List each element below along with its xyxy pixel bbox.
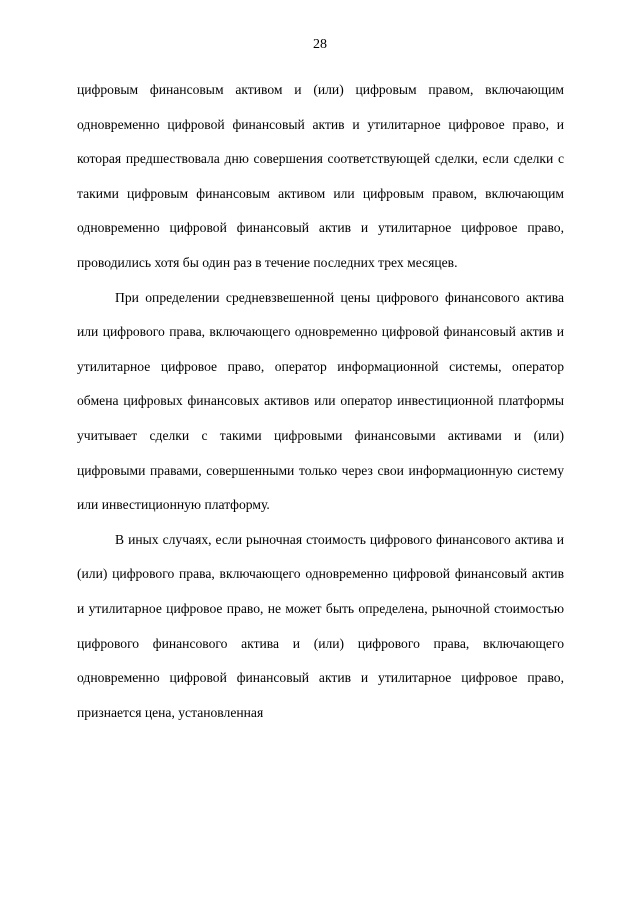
paragraph-weighted-average-price: При определении средневзвешенной цены цифрового финансового актива или цифрового права, включающего одновременно цифровой финансовый актив и утилитарное цифровое право, оператор информационной системы, оператор обмена цифровых финансовых активов или оператор инвестиционной платформы учитывает сделки с такими цифровыми финансовыми активами и (или) цифровыми правами, совершенными только через свои информационную систему или инвестиционную платформу. [77,289,564,513]
document-body [77,73,564,730]
page-number: 28 [313,37,327,52]
paragraph-other-cases: В иных случаях, если рыночная стоимость цифрового финансового актива и (или) цифрового права, включающего одновременно цифровой финансовый актив и утилитарное цифровое право, не может быть определена, рыночной стоимостью цифрового финансового актива и (или) цифрового права, включающего одновременно цифровой финансовый актив и утилитарное цифровое право, признается цена, установленная [77,531,564,720]
paragraph-continuation: цифровым финансовым активом и (или) цифровым правом, включающим одновременно цифровой финансовый актив и утилитарное цифровое право, и которая предшествовала дню совершения соответствующей сделки, если сделки с такими цифровым финансовым активом или цифровым правом, включающим одновременно цифровой финансовый актив и утилитарное цифровое право, проводились хотя бы один раз в течение последних трех месяцев. [77,82,564,270]
